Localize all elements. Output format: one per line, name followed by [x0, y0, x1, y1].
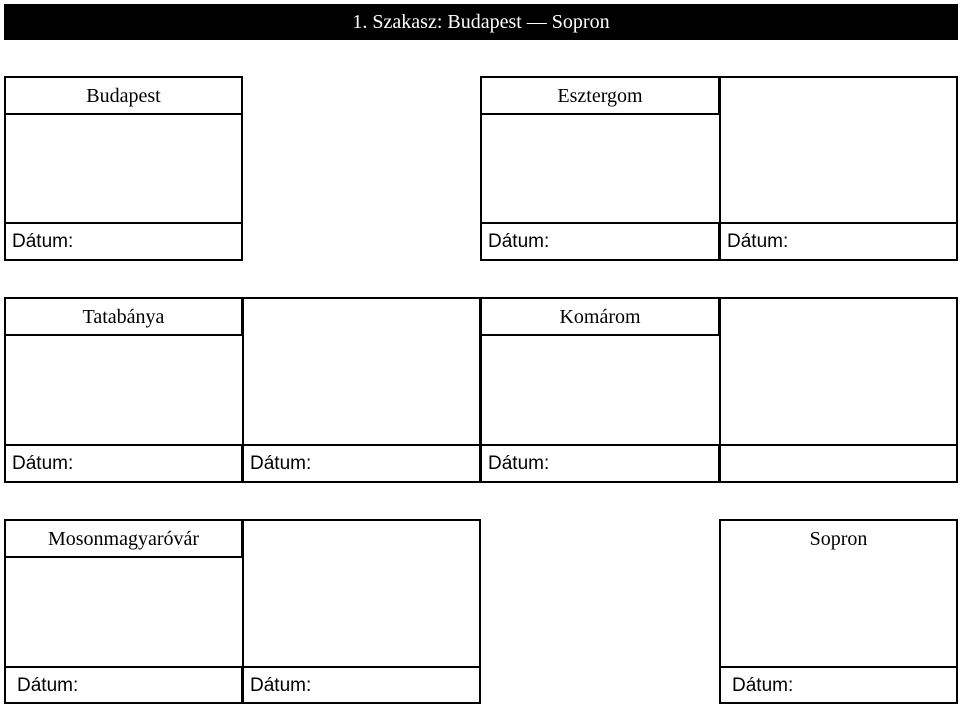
stop-city-tatabanya: Tatabánya	[4, 297, 243, 336]
page-title: 1. Szakasz: Budapest — Sopron	[4, 4, 958, 40]
date-field-blank[interactable]	[719, 444, 958, 483]
date-field-esztergom[interactable]: Dátum:	[480, 222, 720, 261]
date-field-komarom[interactable]: Dátum:	[480, 444, 720, 483]
stop-city-esztergom: Esztergom	[480, 76, 720, 115]
date-field-budapest[interactable]: Dátum:	[4, 222, 243, 261]
date-field-unnamed-1[interactable]: Dátum:	[719, 222, 958, 261]
stop-city-mosonmagyarovar: Mosonmagyaróvár	[4, 519, 243, 558]
date-field-unnamed-2[interactable]: Dátum:	[242, 444, 481, 483]
stop-city-budapest: Budapest	[4, 76, 243, 115]
stop-city-sopron: Sopron	[719, 519, 958, 558]
stop-city-komarom: Komárom	[480, 297, 720, 336]
date-field-tatabanya[interactable]: Dátum:	[4, 444, 243, 483]
date-field-unnamed-3[interactable]: Dátum:	[242, 666, 481, 704]
date-field-mosonmagyarovar[interactable]: Dátum:	[4, 666, 243, 704]
date-field-sopron[interactable]: Dátum:	[719, 666, 958, 704]
